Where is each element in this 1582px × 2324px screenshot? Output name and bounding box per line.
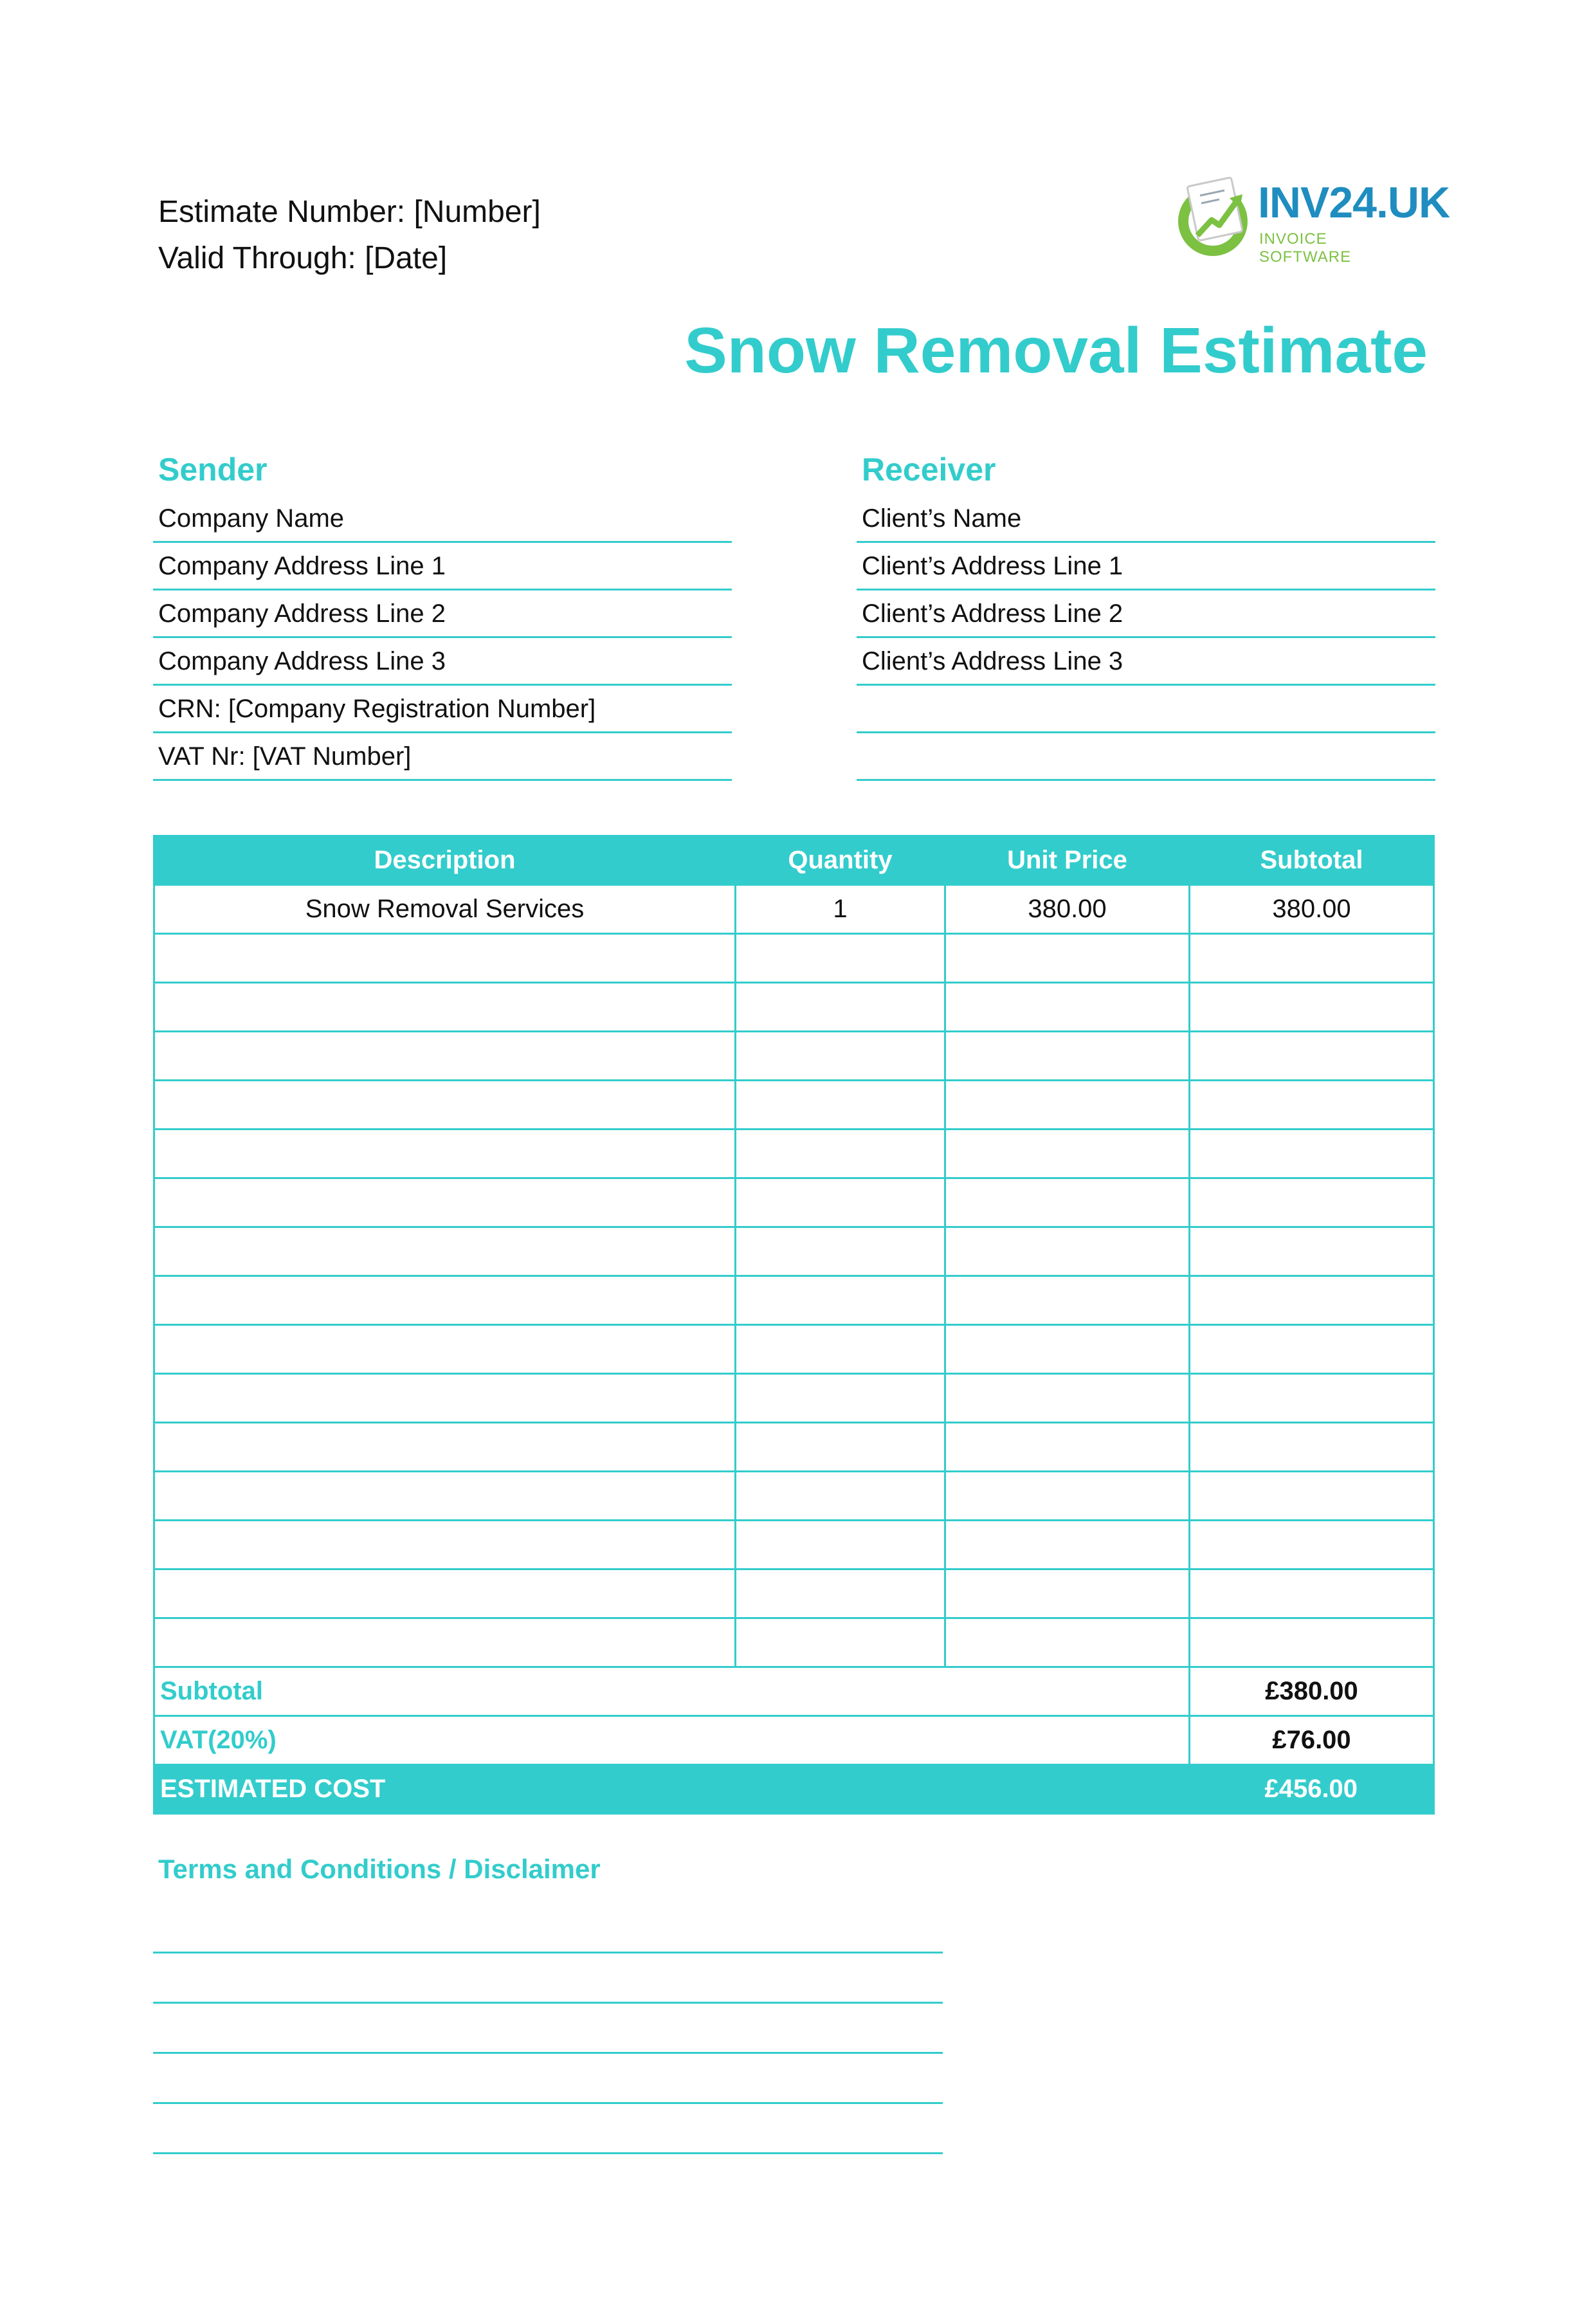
table-row-empty [154, 1618, 1434, 1667]
empty-cell [736, 1569, 945, 1618]
empty-cell [154, 1081, 736, 1130]
empty-cell [736, 1423, 945, 1472]
empty-cell [945, 1081, 1190, 1130]
empty-cell [154, 1618, 736, 1667]
empty-cell [154, 1178, 736, 1227]
empty-cell [1190, 1618, 1434, 1667]
empty-cell [945, 1227, 1190, 1276]
empty-cell [945, 1325, 1190, 1374]
empty-cell [736, 1178, 945, 1227]
empty-cell [945, 1521, 1190, 1569]
empty-cell [1190, 1325, 1434, 1374]
row-subtotal: 380.00 [1190, 885, 1434, 934]
sender-vat: VAT Nr: [VAT Number] [153, 733, 732, 781]
table-row-empty [154, 1472, 1434, 1521]
empty-cell [945, 1276, 1190, 1325]
empty-cell [945, 1178, 1190, 1227]
empty-cell [1190, 934, 1434, 983]
empty-cell [945, 1130, 1190, 1178]
empty-cell [945, 1423, 1190, 1472]
terms-line [153, 2002, 943, 2004]
empty-cell [736, 1081, 945, 1130]
table-row-empty [154, 934, 1434, 983]
logo-emblem-icon [1174, 169, 1258, 265]
terms-heading: Terms and Conditions / Disclaimer [158, 1854, 601, 1884]
receiver-address-line-3: Client’s Address Line 3 [857, 638, 1435, 686]
subtotal-label: Subtotal [154, 1667, 1190, 1716]
empty-cell [154, 1276, 736, 1325]
empty-cell [154, 1521, 736, 1569]
sender-address-line-2: Company Address Line 2 [153, 590, 732, 638]
empty-cell [154, 1130, 736, 1178]
empty-cell [1190, 1178, 1434, 1227]
table-row-empty [154, 1423, 1434, 1472]
terms-line [153, 1952, 943, 1953]
subtotal-value: £380.00 [1190, 1667, 1434, 1716]
empty-cell [154, 1569, 736, 1618]
logo-brand: INV24.UK [1258, 178, 1450, 227]
table-row-empty [154, 1227, 1434, 1276]
empty-cell [945, 983, 1190, 1032]
table-row-empty [154, 1130, 1434, 1178]
sender-heading: Sender [158, 452, 268, 488]
empty-cell [736, 1618, 945, 1667]
row-unit-price: 380.00 [945, 885, 1190, 934]
empty-cell [154, 1374, 736, 1423]
table-row-empty [154, 1569, 1434, 1618]
empty-cell [945, 1374, 1190, 1423]
empty-cell [1190, 1227, 1434, 1276]
empty-cell [1190, 1521, 1434, 1569]
empty-cell [736, 1325, 945, 1374]
empty-cell [736, 1227, 945, 1276]
sender-company-name: Company Name [153, 495, 732, 543]
estimated-cost-value: £456.00 [1190, 1765, 1434, 1814]
header-subtotal: Subtotal [1190, 836, 1434, 885]
receiver-heading: Receiver [862, 452, 996, 488]
header-description: Description [154, 836, 736, 885]
table-row-empty [154, 1276, 1434, 1325]
empty-cell [1190, 1276, 1434, 1325]
receiver-client-name: Client’s Name [857, 495, 1435, 543]
sender-address-line-1: Company Address Line 1 [153, 543, 732, 590]
row-quantity: 1 [736, 885, 945, 934]
empty-cell [736, 934, 945, 983]
table-row-empty [154, 1032, 1434, 1081]
table-row-empty [154, 1521, 1434, 1569]
terms-line [153, 2152, 943, 2154]
receiver-address-line-1: Client’s Address Line 1 [857, 543, 1435, 590]
empty-cell [154, 1325, 736, 1374]
empty-cell [154, 934, 736, 983]
empty-cell [1190, 1374, 1434, 1423]
table-header-row [154, 836, 1434, 885]
empty-cell [736, 983, 945, 1032]
empty-cell [945, 1569, 1190, 1618]
empty-cell [736, 1472, 945, 1521]
table-row-empty [154, 983, 1434, 1032]
empty-cell [1190, 1081, 1434, 1130]
estimated-cost-label: ESTIMATED COST [154, 1765, 1190, 1814]
empty-cell [945, 934, 1190, 983]
table-row-empty [154, 1325, 1434, 1374]
empty-cell [945, 1618, 1190, 1667]
vat-label: VAT(20%) [154, 1716, 1190, 1765]
empty-cell [1190, 1569, 1434, 1618]
receiver-blank-line-1 [857, 686, 1435, 733]
table-row-empty [154, 1081, 1434, 1130]
line-items-table [153, 835, 1435, 1815]
empty-cell [154, 1032, 736, 1081]
empty-cell [1190, 1423, 1434, 1472]
empty-cell [1190, 1130, 1434, 1178]
sender-address-line-3: Company Address Line 3 [153, 638, 732, 686]
empty-cell [945, 1472, 1190, 1521]
estimate-number: Estimate Number: [Number] [158, 195, 541, 229]
valid-through: Valid Through: [Date] [158, 241, 448, 275]
empty-cell [154, 1423, 736, 1472]
receiver-blank-line-2 [857, 733, 1435, 781]
receiver-address-line-2: Client’s Address Line 2 [857, 590, 1435, 638]
table-row-empty [154, 1178, 1434, 1227]
table-body [154, 885, 1434, 1667]
subtotal-row [154, 1667, 1434, 1716]
sender-crn: CRN: [Company Registration Number] [153, 686, 732, 733]
sender-block [153, 444, 732, 781]
receiver-block [857, 444, 1435, 781]
empty-cell [945, 1032, 1190, 1081]
empty-cell [1190, 1472, 1434, 1521]
vat-value: £76.00 [1190, 1716, 1434, 1765]
empty-cell [154, 1227, 736, 1276]
empty-cell [736, 1276, 945, 1325]
empty-cell [154, 983, 736, 1032]
header-quantity: Quantity [736, 836, 945, 885]
table-row-empty [154, 1374, 1434, 1423]
empty-cell [1190, 983, 1434, 1032]
estimated-cost-row [154, 1765, 1434, 1814]
logo-tagline: INVOICE SOFTWARE [1259, 230, 1352, 266]
vat-row [154, 1716, 1434, 1765]
terms-line [153, 2102, 943, 2104]
empty-cell [736, 1130, 945, 1178]
empty-cell [736, 1521, 945, 1569]
page-title: Snow Removal Estimate [684, 315, 1428, 387]
estimate-meta [158, 189, 541, 282]
empty-cell [736, 1374, 945, 1423]
empty-cell [154, 1472, 736, 1521]
row-description: Snow Removal Services [154, 885, 736, 934]
empty-cell [1190, 1032, 1434, 1081]
terms-line [153, 2052, 943, 2054]
table-row [154, 885, 1434, 934]
empty-cell [736, 1032, 945, 1081]
header-unit-price: Unit Price [945, 836, 1190, 885]
company-logo [1174, 169, 1450, 266]
